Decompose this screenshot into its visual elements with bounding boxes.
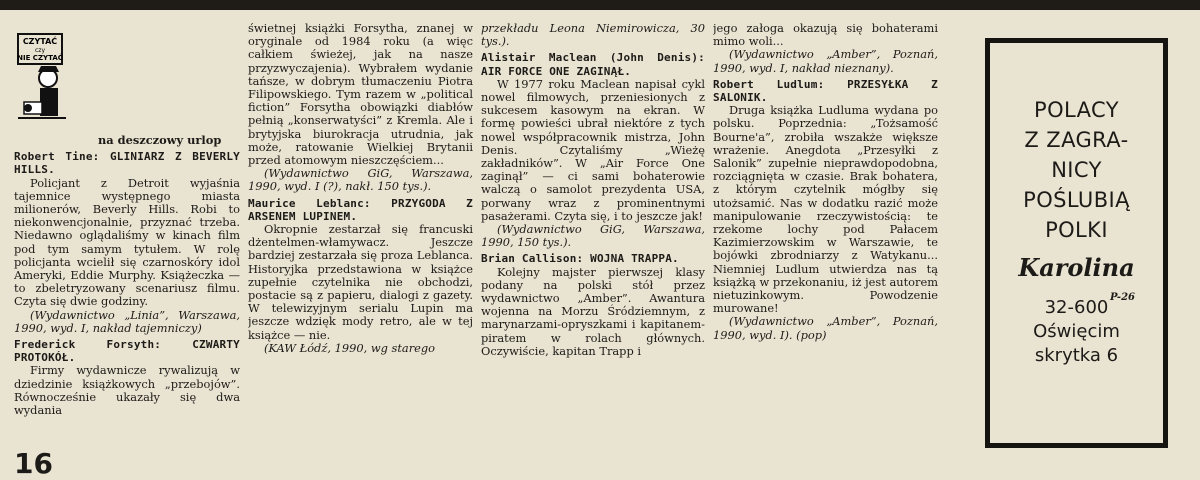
- ad-line: POŚLUBIĄ: [1023, 188, 1130, 212]
- column-3: [481, 22, 705, 457]
- column-logo: [14, 32, 72, 124]
- review-text: świetnej książki Forsytha, znanej w oryginale od 1984 roku (a więc całkiem świeżej, jak na nasze przyzwyczajenia). Wybrałem wydanie tańsze, w dobrym tłumaczeniu Piotra Filipowskiego. Tym razem w „political fiction” Forsytha obowiązki diabłów pełnią „konserwatyści” z Kremla. Ale i brytyjska biurokracja utrudnia, jak może, ratowanie Wielkiej Brytanii przed atomowym nieszczęściem...: [248, 22, 473, 168]
- ad-city: Oświęcim: [1033, 321, 1120, 342]
- review-text: Okropnie zestarzał się francuski dżentelmen-włamywacz. Jeszcze bardziej zestarzała się proza Leblanca. Historyjka przedstawiona w książce zupełnie czytelnika nie obchodzi, postacie są z papieru, dialogi z gazety. W telewizyjnym serialu Lupin ma jeszcze wdzięk mody retro, ale w tej książce — nie.: [248, 222, 473, 342]
- review-heading: Frederick Forsyth: CZWARTY PROTOKÓŁ.: [14, 338, 240, 365]
- review-text: jego załoga okazują się bohaterami mimo woli...: [713, 22, 938, 49]
- section-title: na deszczowy urlop: [98, 133, 222, 147]
- review-text: Policjant z Detroit wyjaśnia tajemnice występnego miasta milionerów, Beverly Hills. Robi to niekonwencjonalnie, przyznać trzeba. Niedawno oglądaliśmy w kinach film pod tym samym tytułem. W rolę policjanta wcielił się czarnoskóry idol Ameryki, Eddie Murphy. Książeczka — to zbeletryzowany scenariusz filmu. Czyta się dwie godziny.: [14, 175, 240, 309]
- column-4: [713, 22, 938, 457]
- ad-headline: [990, 95, 1163, 245]
- publisher-note: (Wydawnictwo GiG, Warszawa, 1990, 150 tys.).: [481, 222, 705, 250]
- review-text: Firmy wydawnicze rywalizują w dziedzinie książkowych „przebojów”. Równocześnie ukazały się dwa wydania: [14, 363, 240, 418]
- logo-line2: czy: [35, 47, 45, 54]
- advertisement-box: [985, 38, 1168, 448]
- review-heading: Maurice Leblanc: PRZYGODA Z ARSENEM LUPINEM.: [248, 196, 473, 223]
- top-rule: [0, 0, 1200, 10]
- ad-line: POLKI: [1045, 218, 1108, 242]
- column-2: [248, 22, 473, 457]
- newspaper-page: [0, 10, 1200, 480]
- publisher-note: (Wydawnictwo „Linia”, Warszawa, 1990, wyd. I, nakład tajemniczy): [14, 307, 240, 335]
- ad-mailbox: skrytka 6: [1034, 345, 1119, 366]
- publisher-note: (KAW Łódź, 1990, wg starego: [264, 340, 436, 355]
- logo-line1: CZYTAĆ: [22, 37, 58, 46]
- reader-icon: [14, 32, 72, 124]
- review-heading: Robert Tine: GLINIARZ Z BEVERLY HILLS.: [14, 150, 240, 177]
- ad-line: NICY: [1051, 158, 1102, 182]
- logo-line3: NIE CZYTAĆ: [17, 54, 63, 62]
- review-text: Kolejny majster pierwszej klasy podany na polski stół przez wydawnictwo „Amber”. Awantura wojenna na Morzu Śródziemnym, z marynarzami-opryszkami i kapitanem-piratem w rolach głównych. Oczywiście, kapitan Trapp i: [481, 264, 705, 358]
- ad-postcode: 32-600: [1044, 297, 1109, 318]
- ad-line: Z ZAGRA-: [1024, 128, 1129, 152]
- publisher-note: (Wydawnictwo „Amber”, Poznań, 1990, wyd. I). (pop): [713, 314, 938, 342]
- publisher-note: (Wydawnictwo GiG, Warszawa, 1990, wyd. I (?), nakł. 150 tys.).: [248, 166, 473, 194]
- review-heading: Robert Ludlum: PRZESYŁKA Z SALONIK.: [713, 77, 938, 105]
- review-text: Druga książka Ludluma wydana po polsku. Poprzednia: „Tożsamość Bourne'a”, zrobiła wszakże większe wrażenie. Anegdota „Przesyłki z Salonik” zupełnie nieprawdopodobna, rozciągnięta w czasie. Brak bohatera, z którym czytelnik mógłby się utożsamić. Nas w dodatku razić może manipulowanie rzeczywistością: te rzekome lochy pod Pałacem Kazimierzowskim w Warszawie, te bojówki zbrodniarzy z Watykanu... Niemniej Ludlum utwierdza nas tą książką w przekonaniu, iż jest autorem nietuzinkowym. Powodzenie murowane!: [713, 103, 938, 316]
- ad-address: [990, 296, 1163, 368]
- column-1: [14, 128, 240, 457]
- ad-line: POLACY: [1034, 98, 1119, 122]
- ad-brand: Karolina: [1018, 253, 1135, 282]
- page-number: 16: [14, 447, 53, 480]
- review-heading: Brian Callison: WOJNA TRAPPA.: [481, 252, 679, 266]
- publisher-note: (Wydawnictwo „Amber”, Poznań, 1990, wyd. I, nakład nieznany).: [713, 47, 938, 75]
- review-heading: Alistair Maclean (John Denis): AIR FORCE ONE ZAGINĄŁ.: [481, 51, 705, 78]
- publisher-note: przekładu Leona Niemirowicza, 30 tys.).: [481, 22, 705, 49]
- review-text: W 1977 roku Maclean napisał cykl nowel filmowych, przeniesionych z sukcesem kasowym na ekran. W formę powieści ubrał niektóre z tych nowel współpracownik mistrza, John Denis. Czytaliśmy „Wieżę zakładników”. W „Air Force One zaginął” — ci sami bohaterowie walczą o samolot prezydenta USA, porwany wraz z prominentnymi pasażerami. Czyta się, i to jeszcze jak!: [481, 76, 705, 223]
- ad-code: P-26: [1109, 292, 1135, 303]
